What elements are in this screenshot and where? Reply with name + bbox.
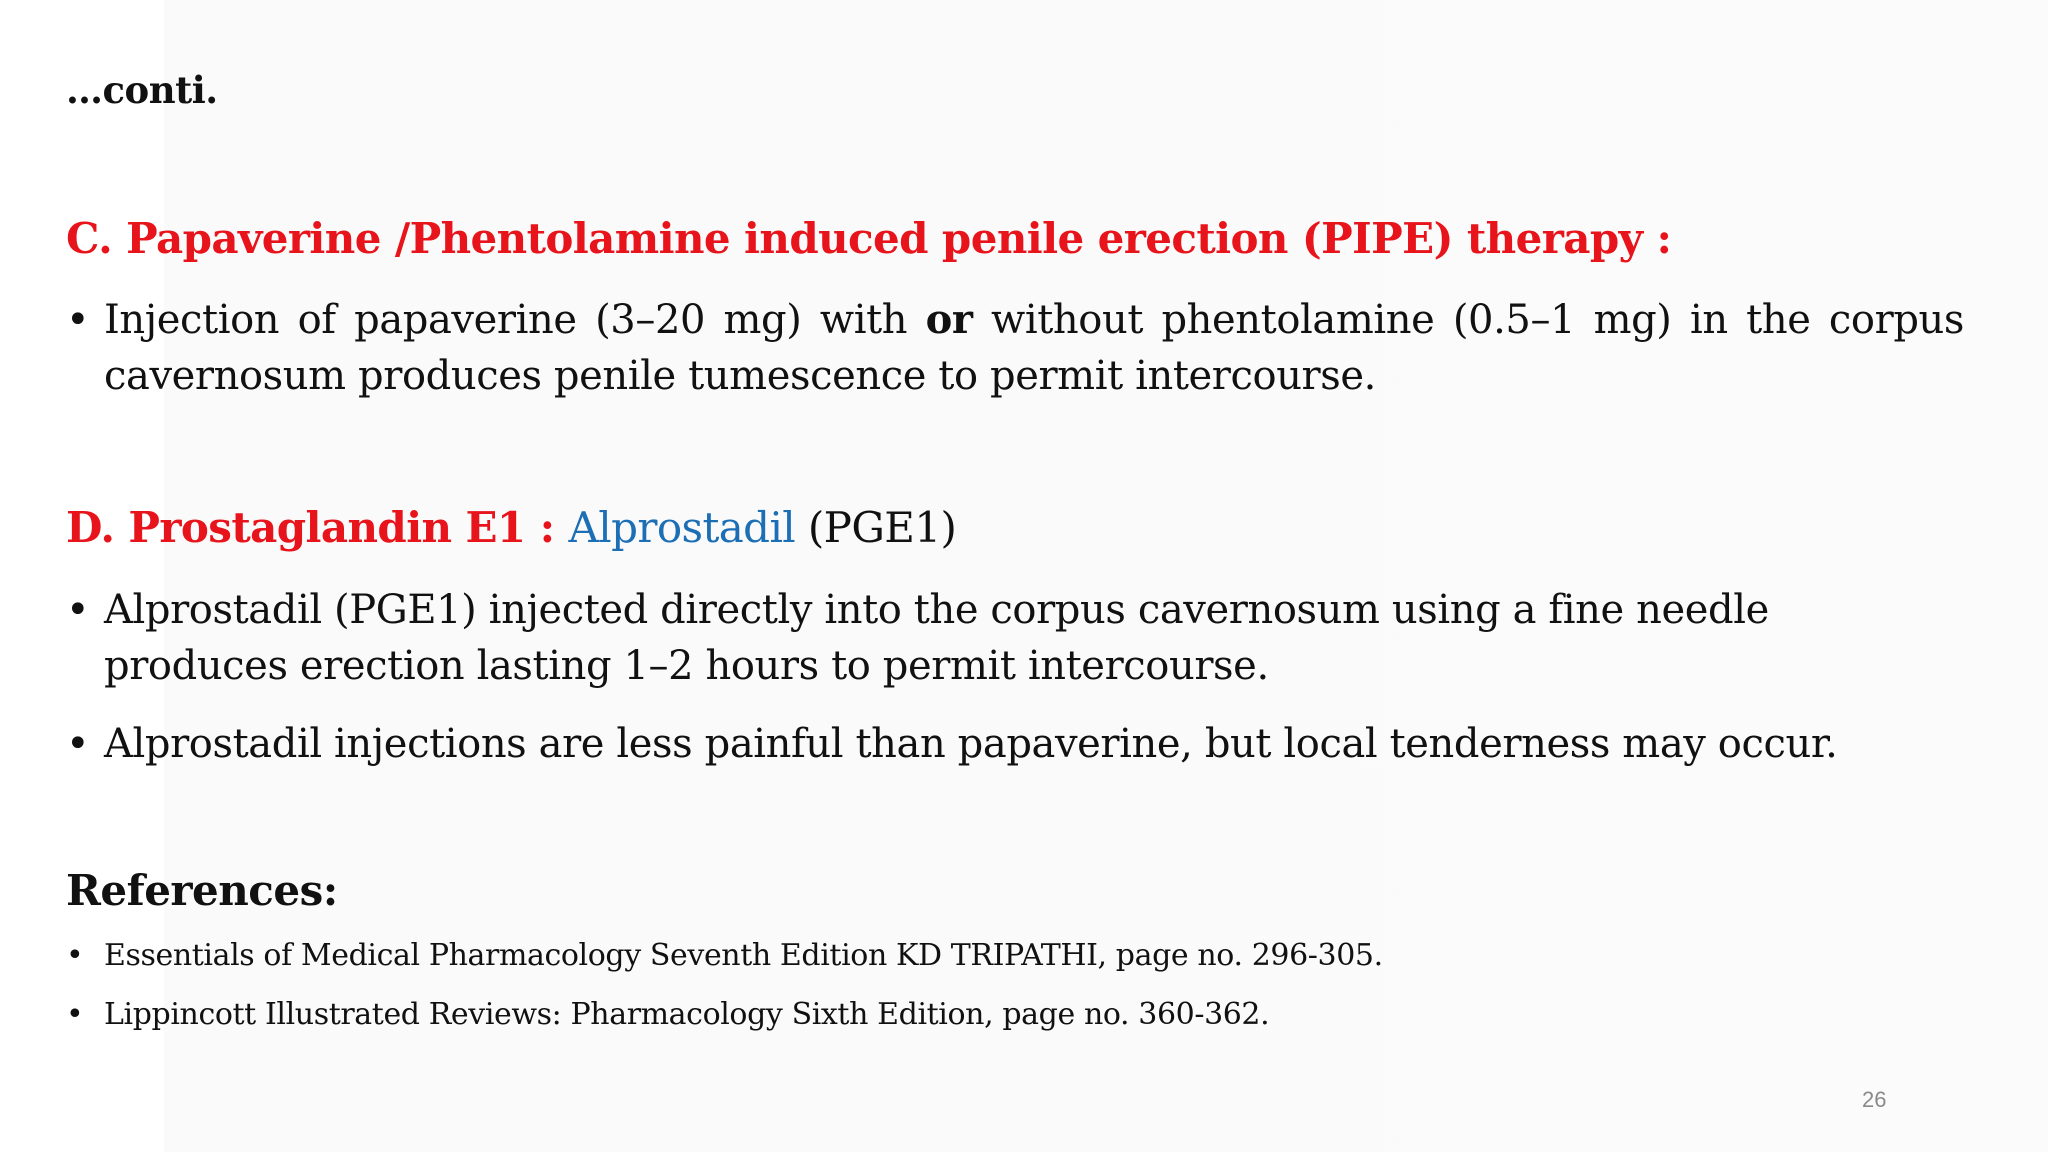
bullet-text: Alprostadil (PGE1) injected directly into the corpus cavernosum using a fine needle produces erection lasting 1–2 hours to permit intercourse.: [104, 587, 1769, 689]
section-d-bullets: [66, 582, 1964, 794]
reference-item: [66, 936, 1866, 976]
section-d-heading-label: D. Prostaglandin E1 :: [66, 503, 569, 552]
page-number: 26: [1862, 1087, 1887, 1112]
bullet-icon: •: [66, 938, 84, 973]
section-d-heading: [66, 503, 956, 552]
drug-name: Alprostadil: [568, 503, 796, 552]
reference-text: Lippincott Illustrated Reviews: Pharmacology Sixth Edition, page no. 360-362.: [104, 997, 1270, 1032]
section-c-heading-text: C. Papaverine /Phentolamine induced penile erection (PIPE) therapy :: [66, 214, 1672, 263]
reference-item: [66, 995, 1866, 1035]
bullet-text: Alprostadil injections are less painful than papaverine, but local tenderness may occur.: [104, 721, 1838, 767]
bullet-text-part: without phentolamine (0.5–1 mg) in the corpus cavernosum produces penile tumescence to permit intercourse.: [104, 297, 1965, 399]
references-list: [66, 936, 1866, 1054]
reference-text: Essentials of Medical Pharmacology Seventh Edition KD TRIPATHI, page no. 296-305.: [104, 938, 1383, 973]
references-title: References:: [66, 866, 338, 915]
bullet-icon: •: [66, 297, 90, 343]
drug-abbreviation: (PGE1): [795, 503, 957, 552]
list-item: [66, 292, 1964, 404]
bullet-icon: •: [66, 997, 84, 1032]
section-c-bullets: [66, 292, 1964, 404]
bullet-icon: •: [66, 721, 90, 767]
bullet-icon: •: [66, 587, 90, 633]
bullet-text-part: Injection of papaverine (3–20 mg) with: [104, 297, 926, 343]
list-item: [66, 716, 1964, 772]
continuation-label: …conti.: [66, 68, 218, 112]
section-c-heading: [66, 214, 1671, 263]
list-item: [66, 582, 1964, 694]
bullet-text-bold: or: [925, 296, 973, 343]
